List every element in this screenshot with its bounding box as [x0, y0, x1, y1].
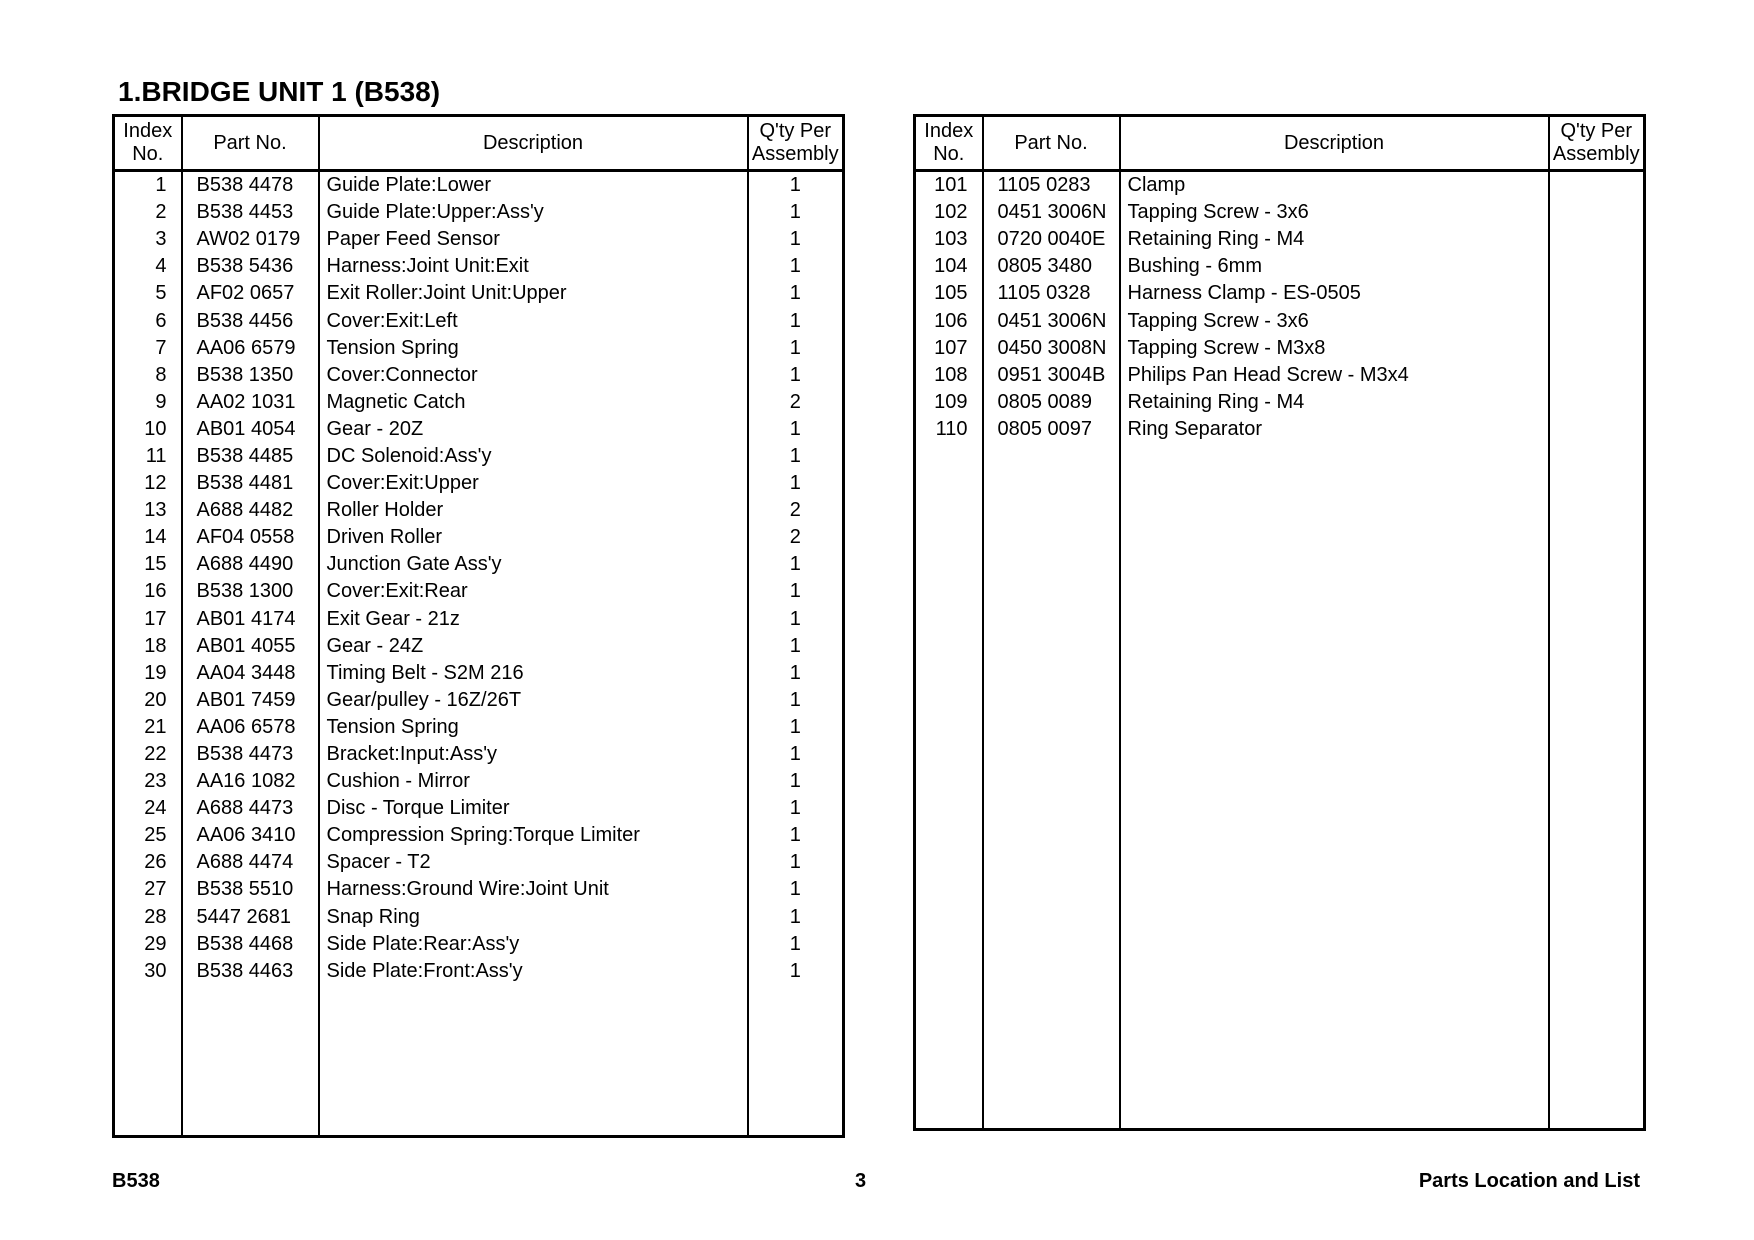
description-cell: Cover:Exit:Left — [319, 307, 748, 334]
index-cell: 28 — [144, 905, 167, 928]
header-description: Description — [1120, 116, 1549, 171]
qty-cell — [1549, 307, 1645, 334]
qty-cell: 1 — [748, 822, 844, 849]
table-row — [114, 416, 844, 443]
page-title: 1.BRIDGE UNIT 1 (B538) — [118, 76, 441, 107]
description-cell: Gear - 20Z — [319, 416, 748, 443]
qty-cell — [1549, 253, 1645, 280]
index-cell: 9 — [155, 390, 167, 413]
index-cell: 17 — [144, 607, 167, 630]
index-cell: 12 — [144, 472, 167, 495]
table-row — [915, 253, 1645, 280]
qty-cell: 1 — [748, 335, 844, 362]
table-row — [114, 795, 844, 822]
index-cell: 5 — [155, 282, 167, 305]
qty-cell: 1 — [748, 876, 844, 903]
table-row — [114, 768, 844, 795]
table-filler-row — [114, 985, 844, 1137]
table-row — [114, 497, 844, 524]
part-no-cell: 0805 0089 — [983, 389, 1120, 416]
description-cell: Harness:Joint Unit:Exit — [319, 253, 748, 280]
index-cell: 11 — [145, 444, 167, 467]
description-cell: Side Plate:Front:Ass'y — [319, 958, 748, 985]
part-no-cell: 0451 3006N — [983, 199, 1120, 226]
table-row — [114, 171, 844, 200]
index-cell: 102 — [934, 201, 968, 224]
qty-cell — [1549, 199, 1645, 226]
table-row — [114, 389, 844, 416]
table-row — [114, 226, 844, 253]
table-row — [915, 416, 1645, 443]
table-row — [114, 443, 844, 470]
part-no-cell: B538 4478 — [182, 171, 319, 200]
part-no-cell: AA02 1031 — [182, 389, 319, 416]
table-row — [114, 551, 844, 578]
index-cell: 14 — [144, 526, 167, 549]
description-cell: Paper Feed Sensor — [319, 226, 748, 253]
qty-cell: 1 — [748, 226, 844, 253]
index-cell: 1 — [155, 174, 167, 197]
qty-cell: 1 — [748, 904, 844, 931]
description-cell: Bushing - 6mm — [1120, 253, 1549, 280]
index-cell: 16 — [144, 580, 167, 603]
description-cell: Tapping Screw - 3x6 — [1120, 199, 1549, 226]
header-qty: Q'ty Per Assembly — [1549, 116, 1645, 171]
index-cell: 13 — [144, 499, 167, 522]
index-cell: 108 — [934, 363, 968, 386]
part-no-cell: AF04 0558 — [182, 524, 319, 551]
description-cell: Tapping Screw - 3x6 — [1120, 307, 1549, 334]
index-cell: 103 — [934, 228, 968, 251]
qty-cell — [1549, 416, 1645, 443]
description-cell: Cover:Exit:Upper — [319, 470, 748, 497]
part-no-cell: 0451 3006N — [983, 307, 1120, 334]
part-no-cell: 0951 3004B — [983, 362, 1120, 389]
index-cell: 25 — [144, 824, 167, 847]
qty-cell: 1 — [748, 280, 844, 307]
description-cell: Guide Plate:Upper:Ass'y — [319, 199, 748, 226]
description-cell: Side Plate:Rear:Ass'y — [319, 931, 748, 958]
qty-cell: 1 — [748, 470, 844, 497]
qty-cell: 1 — [748, 578, 844, 605]
qty-cell: 2 — [748, 524, 844, 551]
index-cell: 24 — [144, 797, 167, 820]
index-cell: 18 — [144, 634, 167, 657]
footer-page-number: 3 — [855, 1170, 867, 1192]
index-cell: 23 — [144, 770, 167, 793]
part-no-cell: A688 4482 — [182, 497, 319, 524]
description-cell: Guide Plate:Lower — [319, 171, 748, 200]
index-cell: 10 — [144, 417, 167, 440]
description-cell: Tapping Screw - M3x8 — [1120, 335, 1549, 362]
description-cell: Harness Clamp - ES-0505 — [1120, 280, 1549, 307]
table-row — [915, 226, 1645, 253]
header-qty: Q'ty Per Assembly — [748, 116, 844, 171]
qty-cell — [1549, 389, 1645, 416]
qty-cell: 1 — [748, 443, 844, 470]
description-cell: Ring Separator — [1120, 416, 1549, 443]
table-row — [915, 335, 1645, 362]
description-cell: Junction Gate Ass'y — [319, 551, 748, 578]
qty-cell: 1 — [748, 633, 844, 660]
index-cell: 7 — [155, 336, 167, 359]
part-no-cell: B538 1350 — [182, 362, 319, 389]
footer-model: B538 — [112, 1170, 160, 1192]
index-cell: 8 — [155, 363, 167, 386]
part-no-cell: AA04 3448 — [182, 660, 319, 687]
qty-cell: 1 — [748, 687, 844, 714]
description-cell: Disc - Torque Limiter — [319, 795, 748, 822]
table-row — [915, 389, 1645, 416]
qty-cell: 1 — [748, 362, 844, 389]
table-row — [114, 849, 844, 876]
index-cell: 3 — [155, 228, 167, 251]
description-cell: Exit Gear - 21z — [319, 606, 748, 633]
table-row — [114, 822, 844, 849]
qty-cell: 1 — [748, 171, 844, 200]
index-cell: 4 — [155, 255, 167, 278]
part-no-cell: AB01 4055 — [182, 633, 319, 660]
header-part-no: Part No. — [182, 116, 319, 171]
header-description: Description — [319, 116, 748, 171]
index-cell: 110 — [935, 417, 968, 440]
table-row — [114, 931, 844, 958]
qty-cell: 1 — [748, 795, 844, 822]
qty-cell: 1 — [748, 307, 844, 334]
qty-cell: 1 — [748, 768, 844, 795]
part-no-cell: A688 4474 — [182, 849, 319, 876]
qty-cell: 1 — [748, 931, 844, 958]
description-cell: Retaining Ring - M4 — [1120, 226, 1549, 253]
header-index: Index No. — [114, 116, 182, 171]
header-index: Index No. — [915, 116, 983, 171]
qty-cell: 1 — [748, 253, 844, 280]
part-no-cell: 0805 0097 — [983, 416, 1120, 443]
index-cell: 15 — [144, 553, 167, 576]
index-cell: 106 — [934, 309, 968, 332]
header-part-no: Part No. — [983, 116, 1120, 171]
part-no-cell: 0450 3008N — [983, 335, 1120, 362]
part-no-cell: AB01 7459 — [182, 687, 319, 714]
table-row — [915, 171, 1645, 200]
table-header-row — [915, 116, 1645, 171]
description-cell: Harness:Ground Wire:Joint Unit — [319, 876, 748, 903]
qty-cell: 1 — [748, 714, 844, 741]
table-row — [114, 687, 844, 714]
part-no-cell: AF02 0657 — [182, 280, 319, 307]
part-no-cell: A688 4473 — [182, 795, 319, 822]
description-cell: Philips Pan Head Screw - M3x4 — [1120, 362, 1549, 389]
index-cell: 105 — [934, 282, 968, 305]
description-cell: Tension Spring — [319, 335, 748, 362]
part-no-cell: AA06 6579 — [182, 335, 319, 362]
qty-cell: 1 — [748, 416, 844, 443]
table-row — [114, 578, 844, 605]
index-cell: 29 — [144, 932, 167, 955]
footer-section: Parts Location and List — [1418, 1170, 1640, 1192]
part-no-cell: B538 4481 — [182, 470, 319, 497]
part-no-cell: AB01 4174 — [182, 606, 319, 633]
table-row — [915, 199, 1645, 226]
table-row — [114, 362, 844, 389]
description-cell: Roller Holder — [319, 497, 748, 524]
index-cell: 27 — [144, 878, 167, 901]
part-no-cell: 0805 3480 — [983, 253, 1120, 280]
table-row — [114, 606, 844, 633]
description-cell: DC Solenoid:Ass'y — [319, 443, 748, 470]
part-no-cell: 1105 0328 — [983, 280, 1120, 307]
description-cell: Cover:Exit:Rear — [319, 578, 748, 605]
description-cell: Clamp — [1120, 171, 1549, 200]
part-no-cell: AA06 3410 — [182, 822, 319, 849]
table-row — [915, 280, 1645, 307]
qty-cell — [1549, 226, 1645, 253]
table-row — [915, 307, 1645, 334]
part-no-cell: A688 4490 — [182, 551, 319, 578]
description-cell: Magnetic Catch — [319, 389, 748, 416]
part-no-cell: B538 5510 — [182, 876, 319, 903]
description-cell: Compression Spring:Torque Limiter — [319, 822, 748, 849]
qty-cell: 2 — [748, 389, 844, 416]
index-cell: 101 — [934, 174, 968, 197]
index-cell: 109 — [934, 390, 968, 413]
part-no-cell: B538 5436 — [182, 253, 319, 280]
part-no-cell: 5447 2681 — [182, 904, 319, 931]
index-cell: 107 — [934, 336, 968, 359]
description-cell: Cover:Connector — [319, 362, 748, 389]
qty-cell — [1549, 362, 1645, 389]
qty-cell: 2 — [748, 497, 844, 524]
table-filler-row — [915, 443, 1645, 1130]
part-no-cell: 1105 0283 — [983, 171, 1120, 200]
table-row — [114, 660, 844, 687]
table-row — [114, 876, 844, 903]
qty-cell: 1 — [748, 660, 844, 687]
table-row — [114, 714, 844, 741]
description-cell: Exit Roller:Joint Unit:Upper — [319, 280, 748, 307]
table-row — [114, 470, 844, 497]
part-no-cell: B538 4463 — [182, 958, 319, 985]
part-no-cell: 0720 0040E — [983, 226, 1120, 253]
index-cell: 20 — [144, 688, 167, 711]
parts-table-left — [112, 114, 845, 1138]
part-no-cell: B538 4485 — [182, 443, 319, 470]
index-cell: 6 — [155, 309, 167, 332]
table-row — [114, 280, 844, 307]
table-row — [114, 253, 844, 280]
index-cell: 30 — [144, 959, 167, 982]
index-cell: 104 — [934, 255, 968, 278]
part-no-cell: AB01 4054 — [182, 416, 319, 443]
part-no-cell: AW02 0179 — [182, 226, 319, 253]
qty-cell: 1 — [748, 606, 844, 633]
index-cell: 19 — [144, 661, 167, 684]
description-cell: Gear/pulley - 16Z/26T — [319, 687, 748, 714]
description-cell: Retaining Ring - M4 — [1120, 389, 1549, 416]
table-row — [114, 904, 844, 931]
qty-cell — [1549, 280, 1645, 307]
qty-cell: 1 — [748, 849, 844, 876]
qty-cell: 1 — [748, 199, 844, 226]
table-row — [114, 335, 844, 362]
table-row — [114, 199, 844, 226]
part-no-cell: B538 4456 — [182, 307, 319, 334]
qty-cell — [1549, 335, 1645, 362]
description-cell: Spacer - T2 — [319, 849, 748, 876]
description-cell: Timing Belt - S2M 216 — [319, 660, 748, 687]
description-cell: Snap Ring — [319, 904, 748, 931]
qty-cell: 1 — [748, 551, 844, 578]
description-cell: Bracket:Input:Ass'y — [319, 741, 748, 768]
part-no-cell: B538 1300 — [182, 578, 319, 605]
index-cell: 2 — [155, 201, 167, 224]
table-row — [114, 307, 844, 334]
part-no-cell: B538 4468 — [182, 931, 319, 958]
table-row — [114, 633, 844, 660]
qty-cell — [1549, 171, 1645, 200]
table-row — [114, 524, 844, 551]
table-header-row — [114, 116, 844, 171]
description-cell: Tension Spring — [319, 714, 748, 741]
part-no-cell: AA16 1082 — [182, 768, 319, 795]
index-cell: 26 — [144, 851, 167, 874]
part-no-cell: AA06 6578 — [182, 714, 319, 741]
table-row — [114, 741, 844, 768]
index-cell: 21 — [144, 715, 167, 738]
table-row — [114, 958, 844, 985]
description-cell: Cushion - Mirror — [319, 768, 748, 795]
qty-cell: 1 — [748, 741, 844, 768]
qty-cell: 1 — [748, 958, 844, 985]
parts-table-right — [913, 114, 1646, 1131]
index-cell: 22 — [144, 743, 167, 766]
description-cell: Driven Roller — [319, 524, 748, 551]
description-cell: Gear - 24Z — [319, 633, 748, 660]
table-row — [915, 362, 1645, 389]
part-no-cell: B538 4453 — [182, 199, 319, 226]
part-no-cell: B538 4473 — [182, 741, 319, 768]
